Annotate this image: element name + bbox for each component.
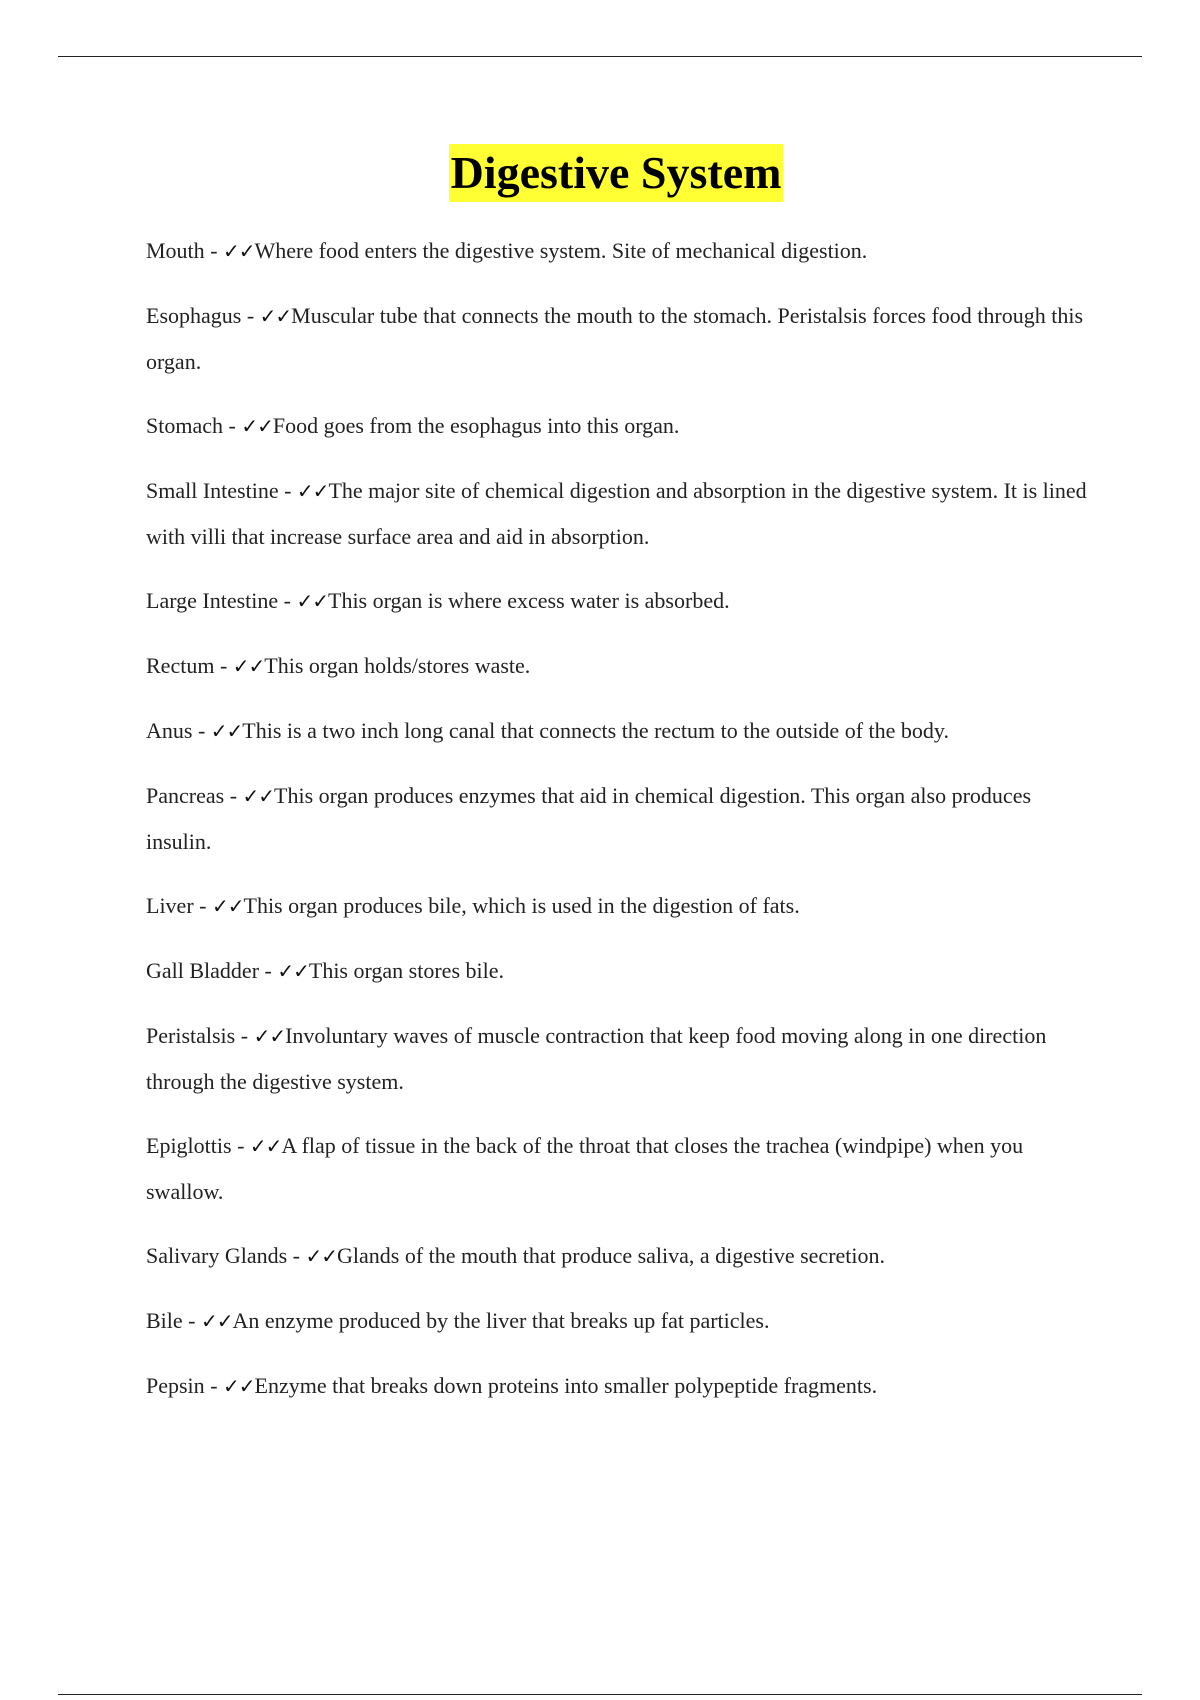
entry-term: Mouth <box>146 238 205 263</box>
double-check-icon: ✓✓ <box>223 1374 255 1398</box>
entry-separator: - <box>235 1023 254 1048</box>
entry-separator: - <box>204 1373 224 1398</box>
entry-separator: - <box>231 1133 250 1158</box>
double-check-icon: ✓✓ <box>305 1244 337 1268</box>
double-check-icon: ✓✓ <box>201 1309 233 1333</box>
double-check-icon: ✓✓ <box>296 589 328 613</box>
entry-separator: - <box>278 478 297 503</box>
entry-definition: The major site of chemical digestion and absorption in the digestive system. It is lined with villi that increase surface area and aid in absorption. <box>146 478 1087 549</box>
list-item <box>146 643 1096 689</box>
entry-definition: This organ produces bile, which is used in the digestion of fats. <box>243 893 800 918</box>
entry-definition: A flap of tissue in the back of the throat that closes the trachea (windpipe) when you swallow. <box>146 1133 1024 1204</box>
list-item <box>146 1298 1096 1344</box>
title-container <box>0 144 1200 202</box>
entry-separator: - <box>214 653 233 678</box>
list-item <box>146 403 1096 449</box>
entry-term: Esophagus <box>146 303 242 328</box>
list-item <box>146 293 1096 384</box>
entry-term: Gall Bladder <box>146 958 260 983</box>
list-item <box>146 1123 1096 1214</box>
entry-definition: Where food enters the digestive system. Site of mechanical digestion. <box>254 238 868 263</box>
entry-separator: - <box>223 413 242 438</box>
list-item <box>146 773 1096 864</box>
entry-definition: Glands of the mouth that produce saliva, a digestive secretion. <box>337 1243 886 1268</box>
double-check-icon: ✓✓ <box>242 784 275 808</box>
entry-separator: - <box>193 893 212 918</box>
entry-term: Large Intestine <box>146 588 279 613</box>
entry-term: Anus <box>146 718 193 743</box>
double-check-icon: ✓✓ <box>241 414 273 438</box>
list-item <box>146 1233 1096 1279</box>
double-check-icon: ✓✓ <box>210 719 243 743</box>
entry-definition: Enzyme that breaks down proteins into smaller polypeptide fragments. <box>254 1373 878 1398</box>
double-check-icon: ✓✓ <box>211 894 244 918</box>
entry-term: Salivary Glands <box>146 1243 288 1268</box>
entry-term: Pepsin <box>146 1373 205 1398</box>
entry-separator: - <box>224 783 243 808</box>
top-rule <box>58 56 1142 57</box>
list-item <box>146 883 1096 929</box>
double-check-icon: ✓✓ <box>232 654 265 678</box>
entry-term: Rectum <box>146 653 215 678</box>
double-check-icon: ✓✓ <box>296 479 329 503</box>
double-check-icon: ✓✓ <box>259 304 292 328</box>
double-check-icon: ✓✓ <box>277 959 309 983</box>
entry-definition: An enzyme produced by the liver that breaks up fat particles. <box>232 1308 770 1333</box>
page-title: Digestive System <box>449 144 784 202</box>
entry-term: Stomach <box>146 413 223 438</box>
double-check-icon: ✓✓ <box>249 1134 282 1158</box>
list-item <box>146 1363 1096 1409</box>
entry-definition: Muscular tube that connects the mouth to the stomach. Peristalsis forces food through this organ. <box>146 303 1084 374</box>
list-item <box>146 578 1096 624</box>
list-item <box>146 708 1096 754</box>
entry-separator: - <box>287 1243 306 1268</box>
entry-separator: - <box>241 303 260 328</box>
entry-term: Peristalsis <box>146 1023 236 1048</box>
entry-separator: - <box>278 588 297 613</box>
entry-definition: Involuntary waves of muscle contraction that keep food moving along in one direction through the digestive system. <box>146 1023 1047 1094</box>
entry-definition: This organ is where excess water is absorbed. <box>328 588 730 613</box>
entry-term: Pancreas <box>146 783 225 808</box>
double-check-icon: ✓✓ <box>223 239 255 263</box>
entry-term: Small Intestine <box>146 478 279 503</box>
double-check-icon: ✓✓ <box>253 1024 286 1048</box>
bottom-rule <box>58 1694 1142 1695</box>
list-item <box>146 228 1096 274</box>
entry-definition: This organ holds/stores waste. <box>264 653 531 678</box>
entry-term: Liver <box>146 893 194 918</box>
list-item <box>146 468 1096 559</box>
entry-separator: - <box>182 1308 201 1333</box>
entry-definition: This is a two inch long canal that connects the rectum to the outside of the body. <box>242 718 949 743</box>
entry-separator: - <box>192 718 211 743</box>
entry-term: Bile <box>146 1308 183 1333</box>
list-item <box>146 948 1096 994</box>
list-item <box>146 1013 1096 1104</box>
entry-separator: - <box>204 238 224 263</box>
entry-definition: This organ stores bile. <box>308 958 504 983</box>
entry-definition: This organ produces enzymes that aid in chemical digestion. This organ also produces insulin. <box>146 783 1032 854</box>
entry-definition: Food goes from the esophagus into this organ. <box>272 413 680 438</box>
entry-list <box>146 228 1096 1428</box>
entry-separator: - <box>259 958 278 983</box>
entry-term: Epiglottis <box>146 1133 232 1158</box>
